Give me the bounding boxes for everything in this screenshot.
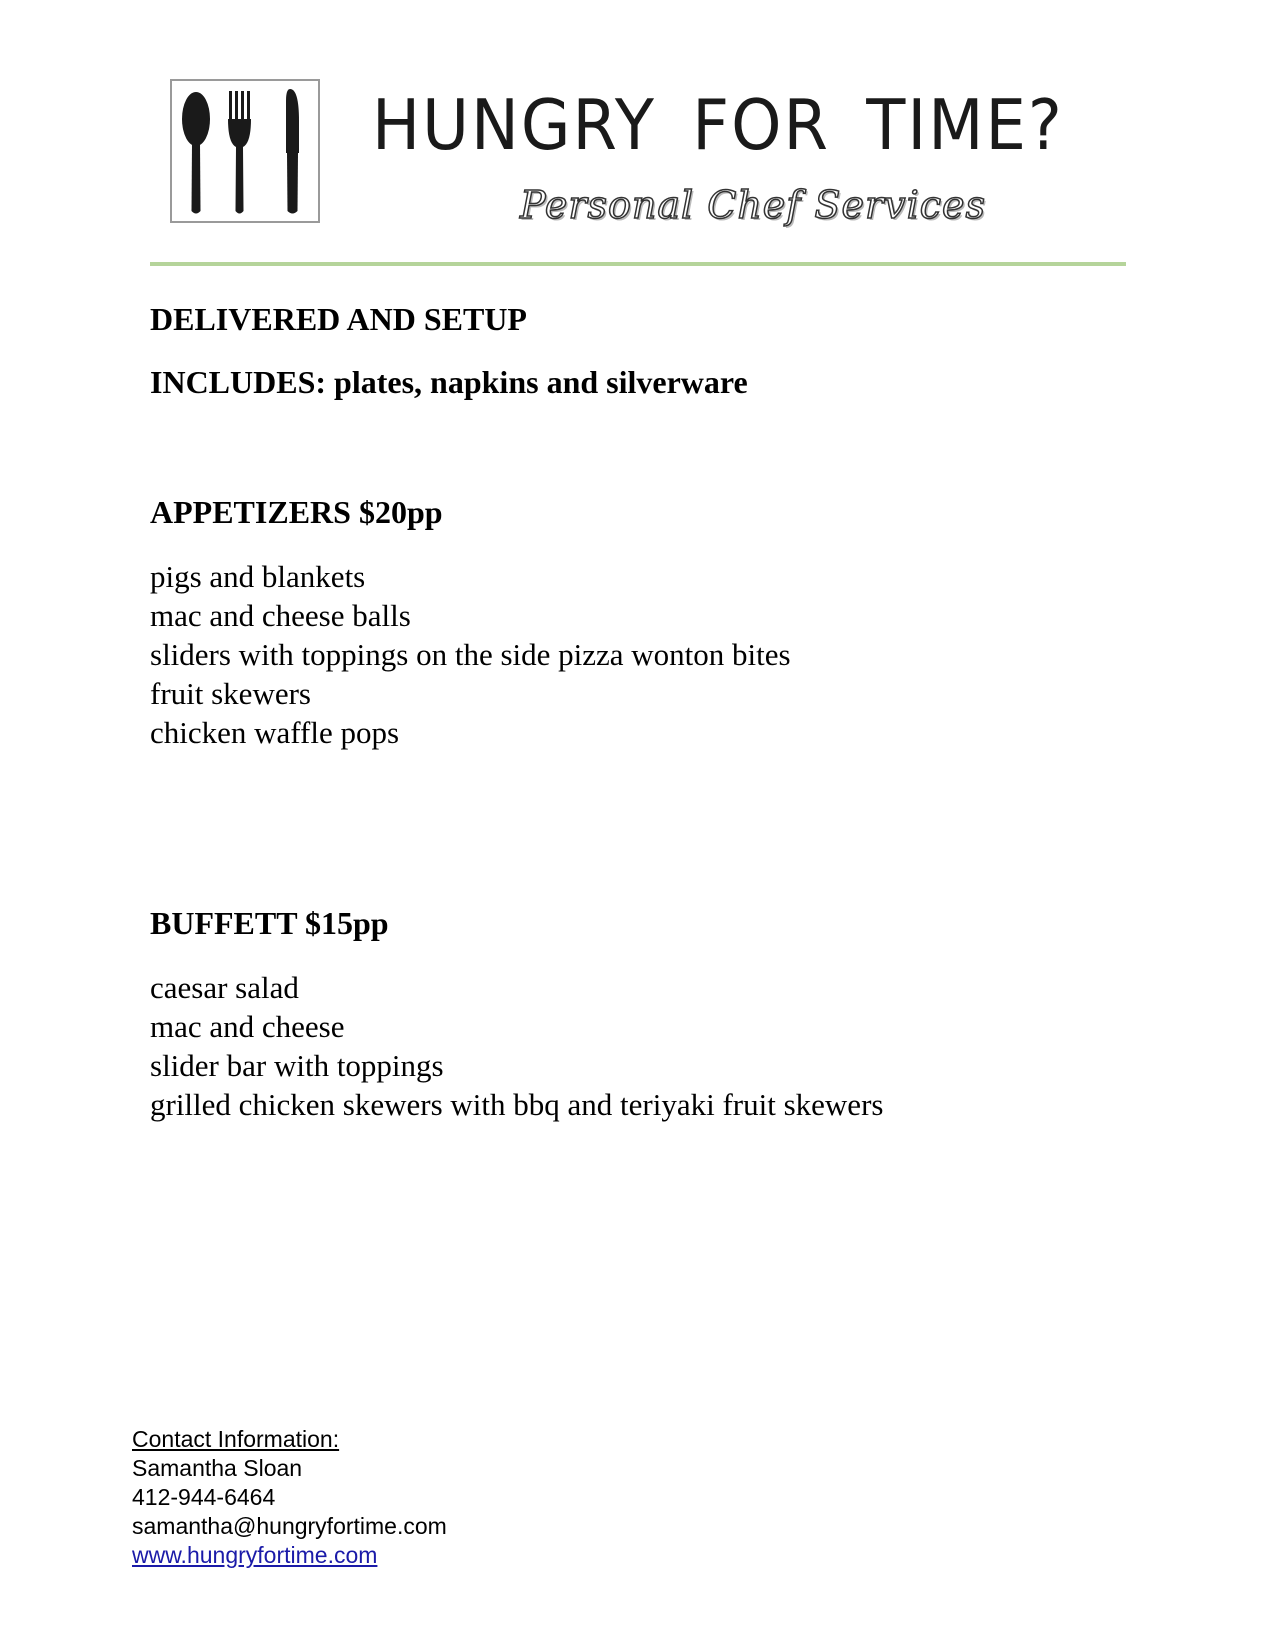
cutlery-icon: [170, 79, 320, 223]
contact-phone: 412-944-6464: [132, 1484, 276, 1510]
logo-title: HUNGRY FOR TIME?: [372, 86, 1064, 167]
appetizers-list: [150, 557, 791, 752]
contact-heading: Contact Information:: [132, 1426, 340, 1452]
list-item: chicken waffle pops: [150, 715, 400, 750]
list-item: grilled chicken skewers with bbq and teriyaki fruit skewers: [150, 1087, 884, 1122]
header-divider: [150, 262, 1126, 266]
list-item: pigs and blankets: [150, 559, 366, 594]
list-item: caesar salad: [150, 970, 299, 1005]
logo-tagline: Personal Chef Services: [520, 183, 987, 227]
list-item: fruit skewers: [150, 676, 311, 711]
contact-email: samantha@hungryfortime.com: [132, 1513, 447, 1539]
list-item: mac and cheese balls: [150, 598, 411, 633]
website-link[interactable]: www.hungryfortime.com: [132, 1542, 378, 1568]
appetizers-heading: APPETIZERS $20pp: [150, 494, 443, 530]
cutlery-graphic: [172, 81, 318, 221]
list-item: slider bar with toppings: [150, 1048, 444, 1083]
buffet-heading: BUFFETT $15pp: [150, 905, 389, 941]
delivered-heading: DELIVERED AND SETUP: [150, 301, 527, 337]
list-item: mac and cheese: [150, 1009, 345, 1044]
contact-name: Samantha Sloan: [132, 1455, 303, 1481]
includes-heading: INCLUDES: plates, napkins and silverware: [150, 364, 748, 400]
buffet-list: [150, 968, 883, 1124]
contact-block: [132, 1425, 447, 1570]
list-item: sliders with toppings on the side pizza wonton bites: [150, 637, 791, 672]
